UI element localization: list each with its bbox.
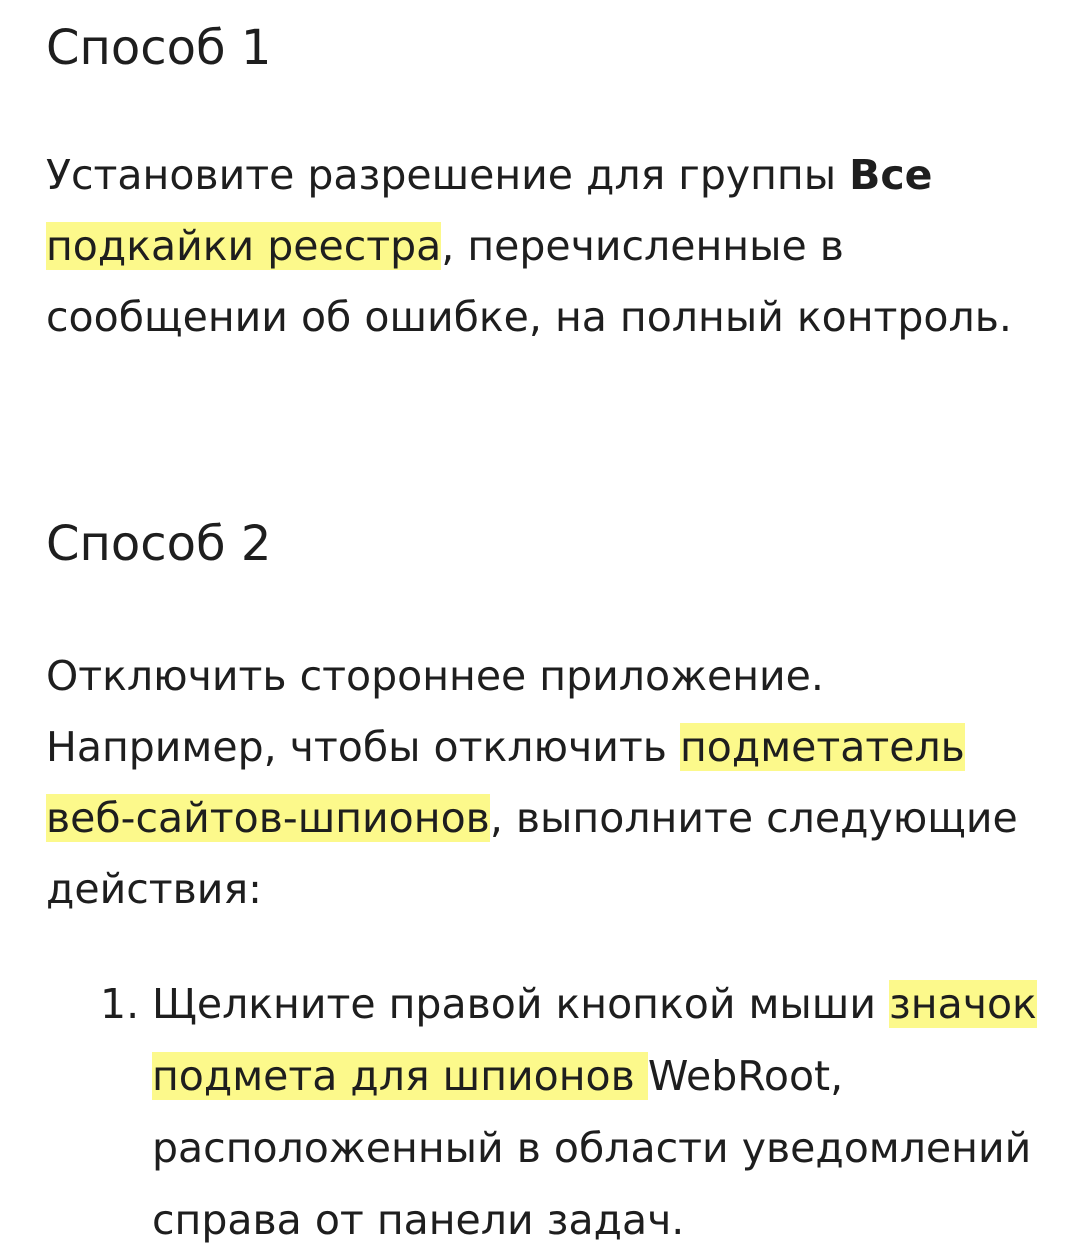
method-1-paragraph: [46, 140, 1061, 353]
method-2-text-after: , выполните следующие действия:: [46, 794, 1018, 913]
method-2-text-before: Отключить стороннее приложение. Например, чтобы отключить: [46, 652, 824, 771]
method-1-text-before: Установите разрешение для группы: [46, 151, 850, 199]
step-number: 1.: [100, 980, 140, 1028]
list-item: [46, 968, 1076, 1256]
method-2-highlight: подметатель веб-сайтов-шпионов: [46, 723, 965, 842]
method-2-paragraph: [46, 641, 1061, 925]
method-1-text-after: , перечисленные в сообщении об ошибке, на полный контроль.: [46, 222, 1012, 341]
method-1-heading: Способ 1: [46, 20, 272, 76]
step-text-before: Щелкните правой кнопкой мыши: [152, 980, 889, 1028]
method-1-highlight: подкайки реестра: [46, 222, 442, 270]
method-2-heading: Способ 2: [46, 516, 272, 572]
step-highlight: значок подмета для шпионов: [152, 980, 1037, 1100]
method-1-bold-text: Все: [849, 151, 933, 199]
steps-list: [46, 968, 1076, 1256]
step-text-after: WebRoot, расположенный в области уведомлений справа от панели задач.: [152, 1052, 1032, 1244]
